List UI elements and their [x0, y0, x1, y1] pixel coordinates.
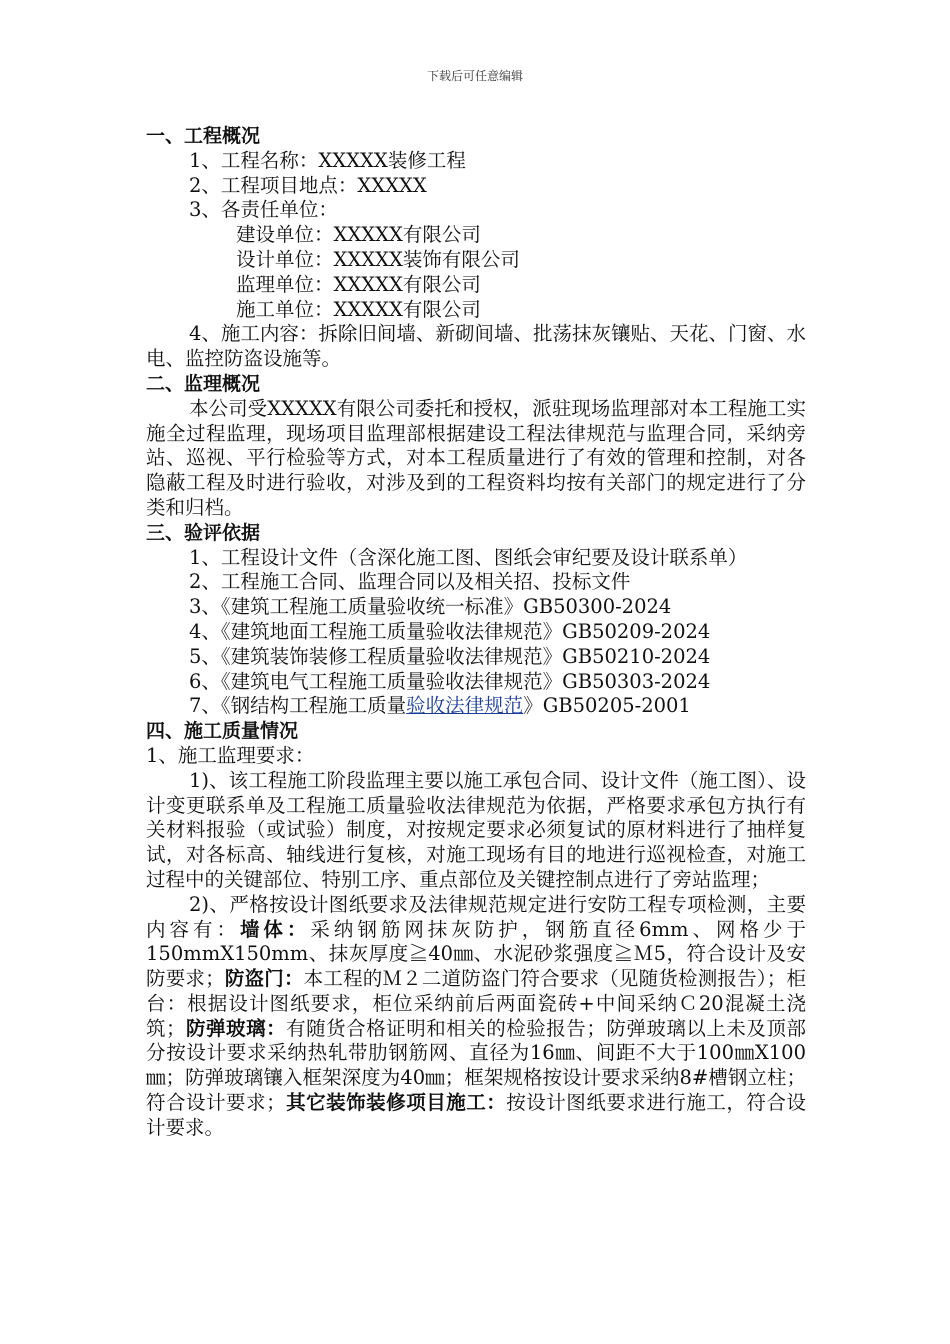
basis-item-2: 2、工程施工合同、监理合同以及相关招、投标文件 — [189, 570, 631, 594]
p2-glass-label: 防弹玻璃： — [185, 1016, 287, 1040]
basis-item-6: 6、《建筑电气工程施工质量验收法律规范》GB50303-2024 — [189, 669, 711, 693]
requirement-paragraph-1: 1)、该工程施工阶段监理主要以施工承包合同、设计文件（施工图）、设计变更联系单及工程施工质量验收法律规范为依据，严格要求承包方执行有关材料报验（或试验）制度，对按规定要求必须复试的原材料进行了抽样复试，对各标高、轴线进行复核，对施工现场有目的地进行巡视检查，对施工过程中的关键部位、特别工序、重点部位及关键控制点进行了旁站监理； — [146, 768, 806, 891]
section-3-title: 三、验评依据 — [146, 521, 261, 544]
requirement-paragraph-2 — [146, 893, 806, 1141]
subsection-1-title: 1、施工监理要求： — [146, 743, 315, 767]
p2-glass-text: 有随货合格证明和相关的检验报告；防弹玻璃以上未及顶部分按设计要求采纳热轧带肋钢筋网、直径为16㎜、间距不大于100㎜X100㎜；防弹玻璃镶入框架深度为40㎜；框架规格按设计要求采纳8#槽钢立柱；符合设计要求； — [146, 1016, 806, 1115]
basis-item-7-suffix: 》GB50205-2001 — [523, 694, 691, 718]
unit-contractor: 施工单位：XXXXX有限公司 — [236, 297, 481, 321]
supervision-overview: 本公司受XXXXX有限公司委托和授权，派驻现场监理部对本工程施工实施全过程监理，现场项目监理部根据建设工程法律规范与监理合同，采纳旁站、巡视、平行检验等方式，对本工程质量进行了有效的管理和控制，对各隐蔽工程及时进行验收，对涉及到的工程资料均按有关部门的规定进行了分类和归档。 — [146, 396, 806, 519]
basis-item-3: 3、《建筑工程施工质量验收统一标准》GB50300-2024 — [189, 595, 672, 619]
basis-item-4: 4、《建筑地面工程施工质量验收法律规范》GB50209-2024 — [189, 619, 711, 643]
p2-door-text: 本工程的Ｍ２二道防盗门符合要求（见随货检测报告）；柜台：根据设计图纸要求，柜位采纳前后两面瓷砖+中间采纳Ｃ20混凝土浇筑； — [146, 967, 806, 1040]
section-2-title: 二、监理概况 — [146, 372, 261, 395]
p2-door-label: 防盗门： — [224, 967, 304, 991]
basis-item-7-link[interactable]: 验收法律规范 — [406, 694, 524, 718]
basis-item-7-prefix: 7、《钢结构工程施工质量 — [189, 694, 407, 718]
unit-construction: 建设单位：XXXXX有限公司 — [236, 223, 481, 247]
basis-item-5: 5、《建筑装饰装修工程质量验收法律规范》GB50210-2024 — [189, 644, 711, 668]
units-title: 3、各责任单位： — [189, 198, 338, 222]
p2-other-text: 按设计图纸要求进行施工，符合设计要求。 — [146, 1091, 806, 1139]
basis-item-1: 1、工程设计文件（含深化施工图、图纸会审纪要及设计联系单） — [189, 545, 748, 569]
document-body — [146, 124, 806, 1141]
p2-other-label: 其它装饰装修项目施工： — [285, 1091, 507, 1115]
unit-supervision: 监理单位：XXXXX有限公司 — [236, 272, 481, 296]
page-header: 下载后可任意编辑 — [426, 69, 523, 83]
p2-wall-text: 采纳钢筋网抹灰防护，钢筋直径6mm、网格少于150mmX150mm、抹灰厚度≧40㎜、水泥砂浆强度≧Ｍ5，符合设计及安防要求； — [146, 917, 806, 991]
unit-design: 设计单位：XXXXX装饰有限公司 — [236, 247, 520, 271]
p2-wall-label: 墙体： — [239, 917, 311, 941]
project-location: 2、工程项目地点：XXXXX — [189, 173, 427, 197]
section-1-title: 一、工程概况 — [146, 125, 261, 147]
project-name: 1、工程名称：XXXXX装修工程 — [189, 148, 466, 172]
section-4-title: 四、施工质量情况 — [146, 720, 299, 743]
basis-item-7 — [146, 694, 806, 719]
p2-intro: 2)、严格按设计图纸要求及法律规范规定进行安防工程专项检测，主要内容有： — [146, 892, 806, 941]
construction-scope: 4、施工内容：拆除旧间墙、新砌间墙、批荡抹灰镶贴、天花、门窗、水电、监控防盗设施等。 — [146, 322, 806, 371]
